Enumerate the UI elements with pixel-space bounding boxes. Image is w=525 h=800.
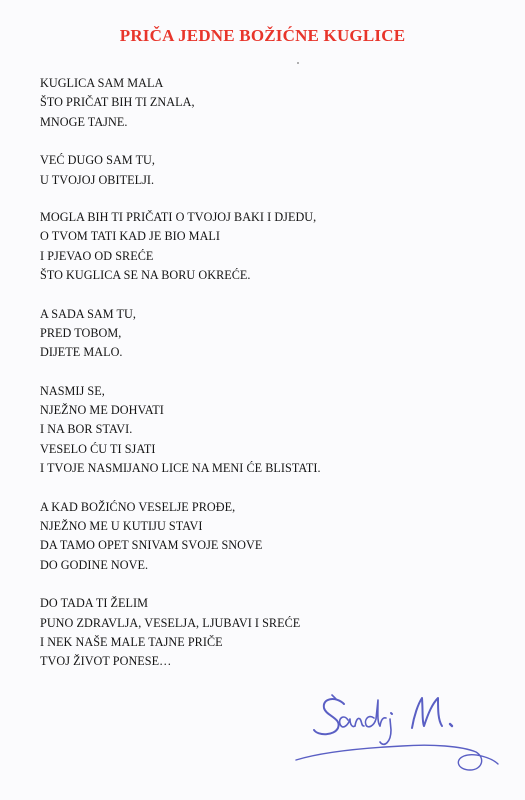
poem-line: A SADA SAM TU, — [40, 306, 136, 321]
poem-line: DO GODINE NOVE. — [40, 557, 149, 572]
poem-line: NJEŽNO ME DOHVATI — [40, 403, 164, 418]
poem-line: KUGLICA SAM MALA — [40, 76, 164, 90]
stanza-1 — [40, 74, 500, 132]
poem-line: VEĆ DUGO SAM TU, — [40, 153, 156, 168]
poem-line: MOGLA BIH TI PRIČATI O TVOJOJ BAKI I DJEDU, — [40, 209, 317, 224]
stanza-2 — [40, 151, 500, 190]
stanza-6 — [40, 498, 500, 576]
poem-line: NJEŽNO ME U KUTIJU STAVI — [40, 519, 203, 534]
poem-line: MNOGE TAJNE. — [40, 114, 128, 129]
poem-line: I PJEVAO OD SREĆE — [40, 248, 154, 263]
poem-line: TVOJ ŽIVOT PONESE… — [40, 654, 172, 669]
stanza-3 — [40, 208, 500, 286]
poem-line: A KAD BOŽIĆNO VESELJE PROĐE, — [40, 499, 236, 514]
poem-line: DIJETE MALO. — [40, 345, 123, 360]
poem-line: PUNO ZDRAVLJA, VESELJA, LJUBAVI I SREĆE — [40, 615, 301, 630]
stanza-4 — [40, 305, 500, 363]
poem-line: DO TADA TI ŽELIM — [40, 596, 149, 611]
poem-line: ŠTO PRIČAT BIH TI ZNALA, — [40, 95, 195, 110]
poem-line: I NEK NAŠE MALE TAJNE PRIČE — [40, 634, 223, 649]
stanza-5 — [40, 382, 500, 479]
speck-mark — [297, 62, 299, 64]
handwritten-signature-icon — [292, 686, 502, 786]
poem-line: PRED TOBOM, — [40, 325, 122, 340]
poem-line: VESELO ĆU TI SJATI — [40, 441, 156, 456]
poem-line: NASMIJ SE, — [40, 383, 105, 398]
poem-line: ŠTO KUGLICA SE NA BORU OKREĆE. — [40, 268, 251, 283]
poem-line: DA TAMO OPET SNIVAM SVOJE SNOVE — [40, 538, 263, 553]
poem-line: I NA BOR STAVI. — [40, 422, 133, 437]
poem-line: I TVOJE NASMIJANO LICE NA MENI ĆE BLISTATI. — [40, 461, 321, 476]
stanza-7 — [40, 594, 500, 672]
poem-line: U TVOJOJ OBITELJI. — [40, 172, 155, 187]
poem-title: PRIČA JEDNE BOŽIĆNE KUGLICE — [119, 26, 406, 45]
poem-line: O TVOM TATI KAD JE BIO MALI — [40, 229, 221, 244]
poem-body — [40, 74, 500, 691]
